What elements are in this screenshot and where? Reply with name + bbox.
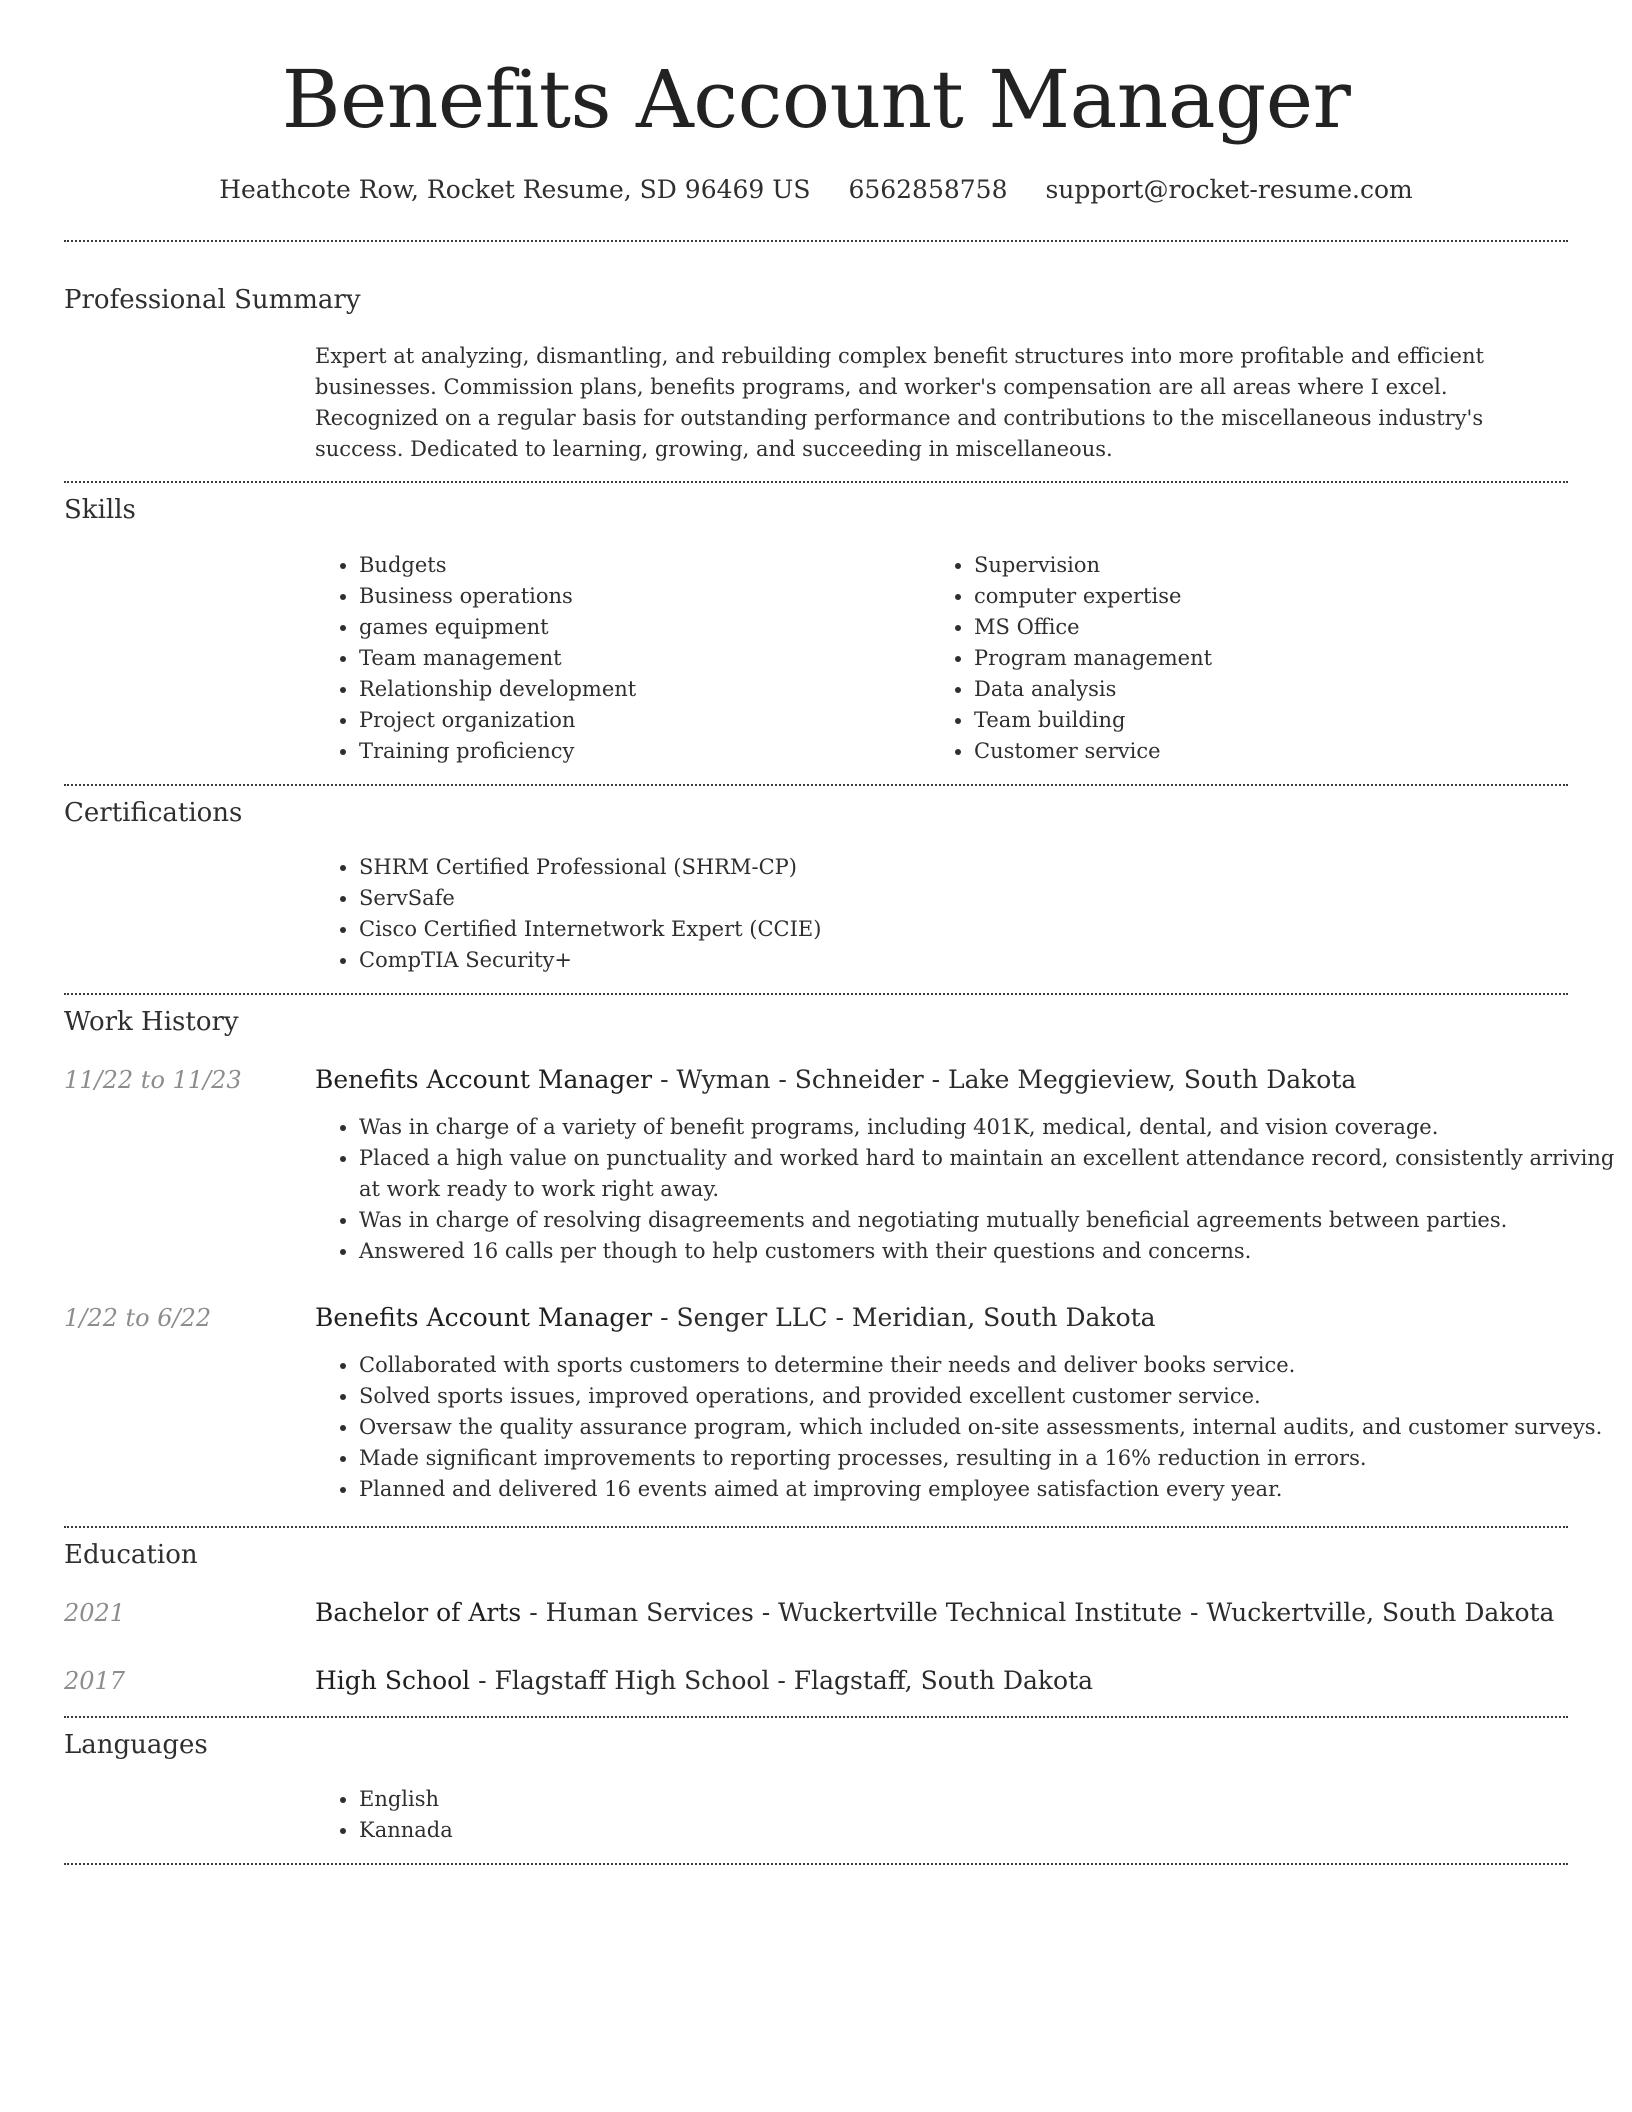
job-dates: 1/22 to 6/22 (64, 1304, 212, 1332)
job-bullets (315, 1112, 1619, 1267)
skill-item: • Team management (359, 643, 919, 674)
divider (64, 784, 1568, 786)
language-item: • Kannada (359, 1815, 959, 1846)
section-title-summary: Professional Summary (64, 285, 361, 315)
education-entry (315, 1595, 1554, 1631)
education-year: 2021 (64, 1599, 126, 1627)
skill-item: • Supervision (974, 550, 1574, 581)
job-bullet: • Made significant improvements to reporting processes, resulting in a 16% reduction in errors. (359, 1443, 1619, 1474)
language-item: • English (359, 1784, 959, 1815)
certification-item: • ServSafe (359, 883, 1559, 914)
section-title-languages: Languages (64, 1730, 208, 1760)
job-bullet: • Planned and delivered 16 events aimed at improving employee satisfaction every year. (359, 1474, 1619, 1505)
skill-item: • Data analysis (974, 674, 1574, 705)
divider (64, 1863, 1568, 1865)
job-bullet: • Placed a high value on punctuality and worked hard to maintain an excellent attendance record, consistently arriving at work ready to work right away. (359, 1143, 1619, 1205)
education-school: - Flagstaff High School - Flagstaff, South Dakota (470, 1666, 1094, 1695)
section-title-certifications: Certifications (64, 798, 243, 828)
job-employer-location: - Wyman - Schneider - Lake Meggieview, South Dakota (652, 1065, 1357, 1094)
contact-phone: 6562858758 (848, 175, 1008, 204)
job-employer-location: - Senger LLC - Meridian, South Dakota (652, 1303, 1156, 1332)
education-school: - Human Services - Wuckertville Technical Institute - Wuckertville, South Dakota (521, 1598, 1555, 1627)
job-bullets (315, 1350, 1619, 1505)
summary-text: Expert at analyzing, dismantling, and rebuilding complex benefit structures into more profitable and efficient businesses. Commission plans, benefits programs, and worker's compensation are all areas where I excel. Recognized on a regular basis for outstanding performance and contributions to the miscellaneous industry's success. Dedicated to learning, growing, and succeeding in miscellaneous. (315, 344, 1484, 461)
education-degree: Bachelor of Arts (315, 1598, 522, 1627)
divider (64, 993, 1568, 995)
education-entry (315, 1663, 1093, 1699)
skill-item: • Program management (974, 643, 1574, 674)
job-bullet: • Collaborated with sports customers to determine their needs and deliver books service. (359, 1350, 1619, 1381)
skill-item: • games equipment (359, 612, 919, 643)
skill-item: • MS Office (974, 612, 1574, 643)
job-bullet: • Solved sports issues, improved operations, and provided excellent customer service. (359, 1381, 1619, 1412)
divider (64, 1526, 1568, 1528)
skill-item: • computer expertise (974, 581, 1574, 612)
certification-item: • CompTIA Security+ (359, 945, 1559, 976)
contact-address: Heathcote Row, Rocket Resume, SD 96469 US (219, 175, 811, 204)
skill-item: • Project organization (359, 705, 919, 736)
divider (64, 481, 1568, 483)
section-title-work-history: Work History (64, 1007, 239, 1037)
languages-list (315, 1784, 959, 1846)
divider (64, 240, 1568, 242)
resume-name: Benefits Account Manager (281, 53, 1351, 146)
job-bullet: • Was in charge of resolving disagreements and negotiating mutually beneficial agreements between parties. (359, 1205, 1619, 1236)
contact-email: support@rocket-resume.com (1045, 175, 1413, 204)
job-role: Benefits Account Manager (315, 1065, 653, 1094)
skill-item: • Customer service (974, 736, 1574, 767)
divider (64, 1716, 1568, 1718)
skill-item: • Budgets (359, 550, 919, 581)
skill-item: • Relationship development (359, 674, 919, 705)
job-role: Benefits Account Manager (315, 1303, 653, 1332)
job-title (315, 1062, 1356, 1098)
certifications-list (315, 852, 1559, 976)
certification-item: • Cisco Certified Internetwork Expert (CCIE) (359, 914, 1559, 945)
education-degree: High School (315, 1666, 471, 1695)
section-title-education: Education (64, 1540, 198, 1570)
education-year: 2017 (64, 1667, 126, 1695)
section-title-skills: Skills (64, 495, 136, 525)
skills-list-left (315, 550, 919, 767)
skill-item: • Team building (974, 705, 1574, 736)
contact-line (0, 170, 1632, 210)
skill-item: • Business operations (359, 581, 919, 612)
job-title (315, 1300, 1156, 1336)
job-bullet: • Answered 16 calls per though to help customers with their questions and concerns. (359, 1236, 1619, 1267)
job-bullet: • Oversaw the quality assurance program, which included on-site assessments, internal audits, and customer surveys. (359, 1412, 1619, 1443)
skills-list-right (930, 550, 1574, 767)
skill-item: • Training proficiency (359, 736, 919, 767)
job-dates: 11/22 to 11/23 (64, 1066, 242, 1094)
certification-item: • SHRM Certified Professional (SHRM-CP) (359, 852, 1559, 883)
job-bullet: • Was in charge of a variety of benefit programs, including 401K, medical, dental, and vision coverage. (359, 1112, 1619, 1143)
